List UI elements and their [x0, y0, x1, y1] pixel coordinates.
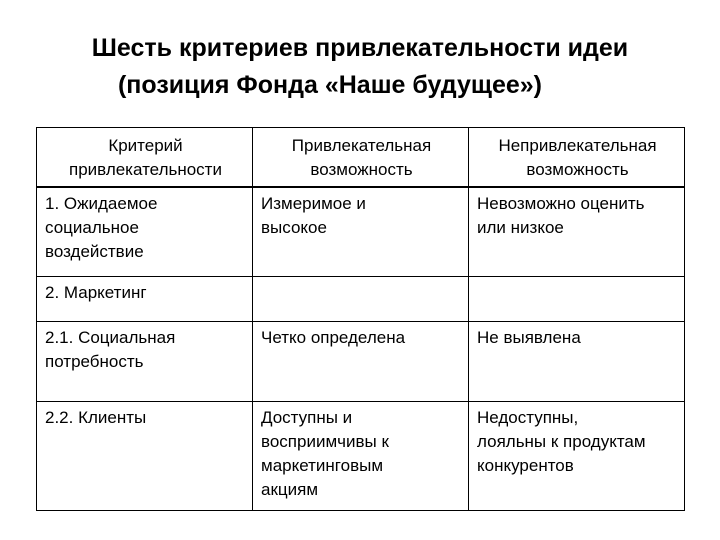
cell-criterion: 2. Маркетинг: [37, 276, 253, 321]
table-header-row: [37, 128, 685, 188]
cell-unattractive: [469, 276, 685, 321]
cell-criterion: 2.1. Социальная потребность: [37, 321, 253, 401]
cell-attractive: Доступны и восприимчивы к маркетинговым акциям: [253, 401, 469, 510]
cell-attractive: [253, 276, 469, 321]
slide-title-line-2: (позиция Фонда «Наше будущее»): [117, 71, 542, 99]
cell-attractive: Измеримое и высокое: [253, 187, 469, 276]
header-unattractive: Непривлекательная возможность: [469, 128, 685, 188]
cell-criterion: 1. Ожидаемое социальное воздействие: [37, 187, 253, 276]
criteria-table: [36, 127, 685, 511]
cell-criterion: 2.2. Клиенты: [37, 401, 253, 510]
cell-unattractive: Не выявлена: [469, 321, 685, 401]
cell-unattractive: Недоступны, лояльны к продуктам конкурентов: [469, 401, 685, 510]
table-row: [37, 401, 685, 510]
table-row: [37, 276, 685, 321]
slide-title: [0, 30, 720, 104]
slide-title-line-1: Шесть критериев привлекательности идеи: [91, 34, 629, 62]
cell-attractive: Четко определена: [253, 321, 469, 401]
table-row: [37, 321, 685, 401]
header-criterion: Критерий привлекательности: [37, 128, 253, 188]
header-attractive: Привлекательная возможность: [253, 128, 469, 188]
table-row: [37, 187, 685, 276]
cell-unattractive: Невозможно оценить или низкое: [469, 187, 685, 276]
